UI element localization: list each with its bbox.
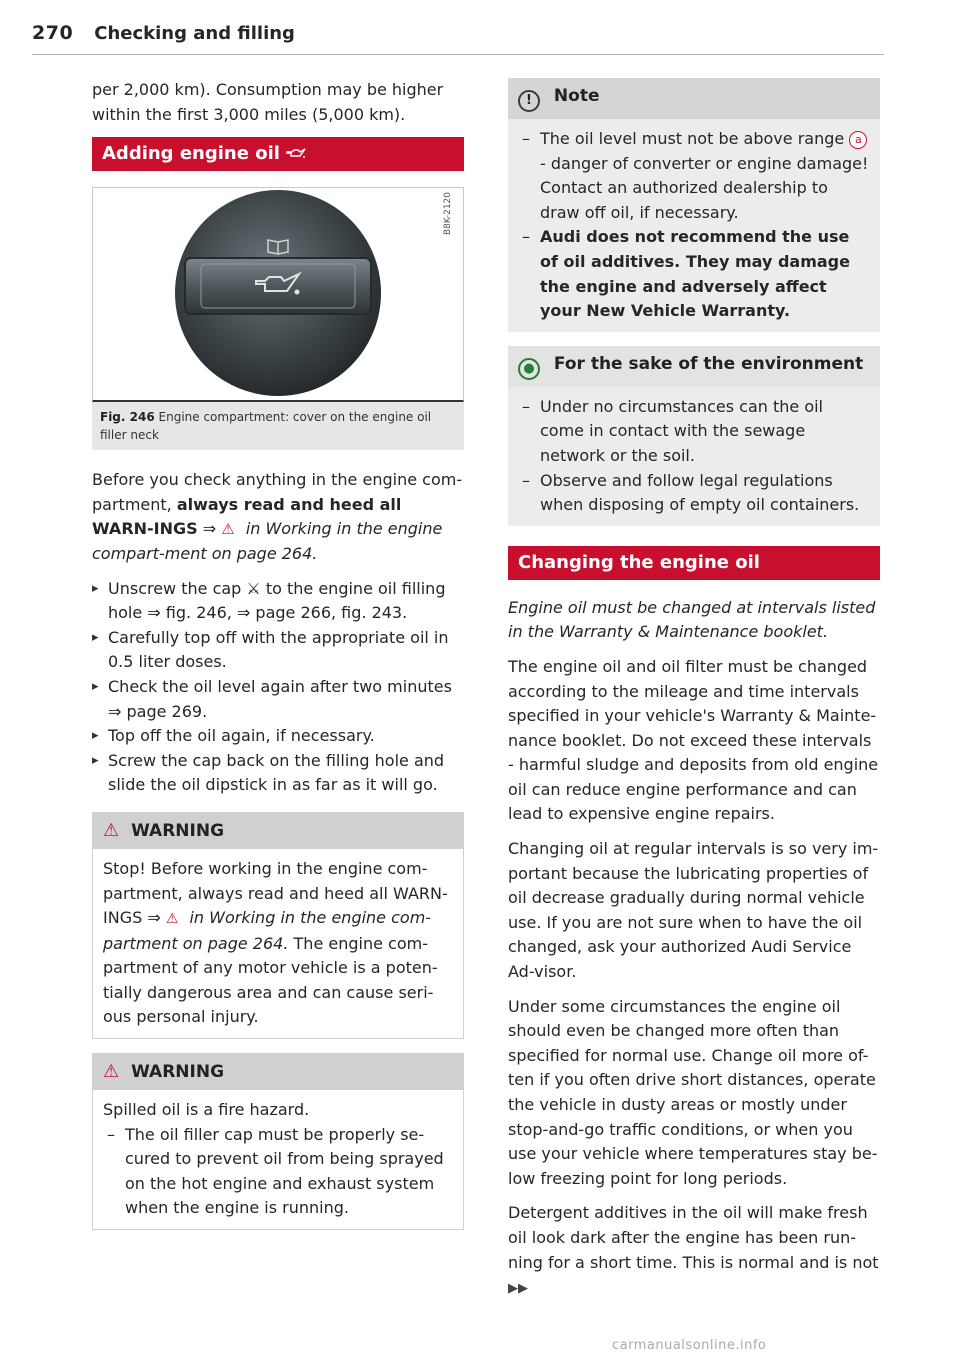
warning-triangle-icon: ⚠: [221, 520, 235, 539]
right-column: [508, 78, 880, 1312]
intro-paragraph: per 2,000 km). Consumption may be higher within the first 3,000 miles (5,000 km).: [92, 80, 444, 124]
list-item: ▸ Screw the cap back on the filling hole and slide the oil dipstick in as far as it will go.: [92, 749, 464, 798]
environment-icon: ●: [518, 358, 540, 380]
oil-cap-illustration: [93, 188, 463, 398]
figure-oil-cap: [92, 187, 464, 402]
warning-title: WARNING: [131, 820, 225, 841]
range-marker: a: [849, 131, 867, 149]
paragraph: Under some circumstances the engine oil should even be changed more often than specified for normal use. Change oil more of-ten if you often drive short distances, operate the vehicle in dusty areas or mostly under stop-and-go traffic conditions, or when you use your vehicle where temperatures stay be-low freezing point for long periods.: [508, 996, 878, 1188]
figure-id: B8K-2120: [443, 192, 454, 236]
before-check-paragraph: Before you check anything in the engine com-partment, always read and heed all WARN-INGS ⇒ ⚠ in Working in the engine compart-ment on page 264.: [92, 470, 463, 563]
warning-box: ⚠ WARNING Spilled oil is a fire hazard. – The oil filler cap must be properly se-cured to prevent oil from being sprayed on the hot engine and exhaust system when the engine is running.: [92, 1053, 464, 1230]
continue-arrow-icon: ▶▶: [508, 1281, 528, 1297]
paragraph: Detergent additives in the oil will make fresh oil look dark after the engine has been run-ning for a short time. This is normal and is not ▶▶: [508, 1203, 879, 1297]
list-item: – Under no circumstances can the oil come in contact with the sewage network or the soil.: [518, 395, 870, 469]
note-title: Note: [553, 86, 600, 106]
steps-list: [92, 577, 464, 798]
note-box: [508, 78, 880, 332]
list-item: – The oil level must not be above range a - danger of converter or engine damage! Contact an authorized dealership to draw off oil, if necessary.: [518, 127, 870, 225]
figure-caption: Fig. 246 Engine compartment: cover on the engine oil filler neck: [92, 402, 464, 450]
page-header: [32, 22, 884, 55]
list-item: – The oil filler cap must be properly se-cured to prevent oil from being sprayed on the hot engine and exhaust system when the engine is running.: [103, 1123, 453, 1221]
watermark: carmanualsonline.info: [612, 1338, 767, 1353]
warning-triangle-icon: ⚠: [103, 819, 120, 841]
paragraph: The engine oil and oil filter must be changed according to the mileage and time intervals specified in your vehicle's Warranty & Mainte-nance booklet. Do not exceed these intervals - harmful sludge and deposits from old engine oil can reduce engine performance and can lead to expensive engine repairs.: [508, 656, 879, 824]
environment-box: [508, 346, 880, 526]
info-circle-icon: !: [518, 90, 540, 112]
warning-box: ⚠ WARNING Stop! Before working in the engine com-partment, always read and heed all WARN-INGS ⇒ ⚠ in Working in the engine com-partment on page 264. The engine com-partment of any motor vehicle is a poten-tially dangerous area and can cause seri-ous personal injury.: [92, 812, 464, 1039]
cap-grip: [185, 258, 371, 314]
warning-triangle-icon: ⚠: [165, 911, 179, 928]
warning-title: WARNING: [131, 1062, 225, 1083]
intro-italic: Engine oil must be changed at intervals listed in the Warranty & Maintenance booklet.: [508, 597, 876, 642]
changing-oil-heading: Changing the engine oil: [508, 546, 880, 580]
list-item: ▸ Unscrew the cap ⚔ to the engine oil filling hole ⇒ fig. 246, ⇒ page 266, fig. 243.: [92, 577, 464, 626]
oil-can-icon: [286, 143, 306, 164]
list-item: – Audi does not recommend the use of oil additives. They may damage the engine and adversely affect your New Vehicle Warranty.: [518, 225, 870, 323]
page-number: 270: [32, 22, 74, 44]
list-item: ▸ Carefully top off with the appropriate oil in 0.5 liter doses.: [92, 626, 464, 675]
list-item: ▸ Top off the oil again, if necessary.: [92, 724, 464, 749]
adding-oil-heading: Adding engine oil: [92, 137, 464, 171]
section-title: Checking and filling: [94, 23, 295, 44]
paragraph: Changing oil at regular intervals is so very im-portant because the lubricating properties of oil decrease gradually during normal vehicle use. If you are not sure when to have the oil changed, ask your authorized Audi Service Ad-visor.: [508, 839, 879, 982]
warning-triangle-icon: ⚠: [103, 1061, 120, 1083]
environment-title: For the sake of the environment: [553, 353, 864, 374]
left-column: [92, 78, 464, 1244]
list-item: – Observe and follow legal regulations when disposing of empty oil containers.: [518, 469, 870, 518]
list-item: ▸ Check the oil level again after two minutes ⇒ page 269.: [92, 675, 464, 724]
